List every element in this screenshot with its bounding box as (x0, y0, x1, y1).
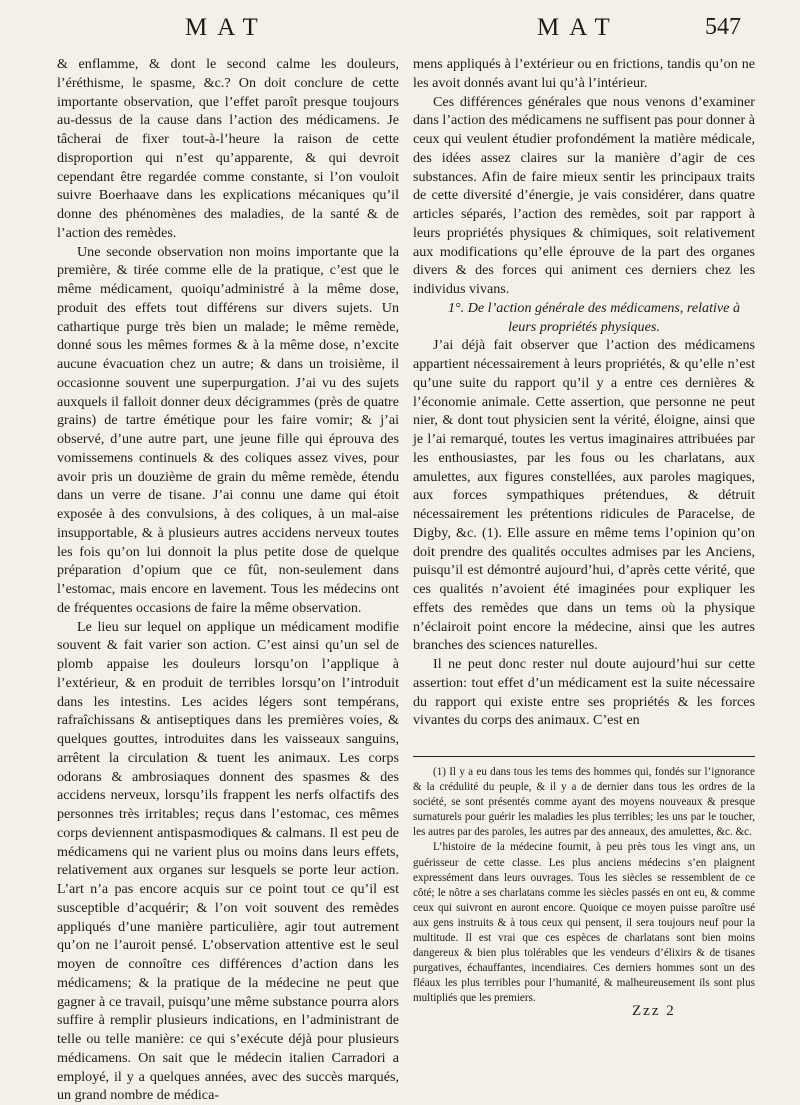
footnote-rule (413, 756, 755, 757)
footnote: (1) Il y a eu dans tous les tems des hommes qui, fondés sur l’ignorance & la crédulité du peuple, & il y a de dernier dans tous les ordres de la société, se sont présentés comme ayant des moyens nouveaux & presque surnaturels pour guérir les maladies les plus terribles; les uns par le toucher, les autres par des paroles, les autres par des anneaux, des amulettes, &c. &c. (413, 765, 755, 840)
running-head-right: MAT (537, 14, 620, 42)
paragraph: Le lieu sur lequel on applique un médicament modifie souvent & fait varier son action. C’est ainsi qu’un sel de plomb appaise les douleurs lorsqu’on l’applique à l’extérieur, & en produit de terribles lorsqu’on l’introduit dans les intestins. Les acides légers sont tempérans, rafraîchissans & antiseptiques dans les premières voies, & quelques gouttes, introduites dans les vaisseaux sanguins, arrêtent la circulation & tuent les animaux. Les corps odorans & ambrosiaques donnent des spasmes & des accidens nerveux, lorsqu’ils frappent les nerfs olfactifs des personnes très irritables; reçus dans l’estomac, ces mêmes corps deviennent antispasmodiques & calmans. Il est peu de médicamens qui ne varient plus ou moins dans leurs effets, relativement aux organes sur lesquels se porte leur action. L’art n’a pas encore acquis sur ce point tout ce qu’il est susceptible d’acquérir; & l’on voit souvent des remèdes appliqués d’une manière particulière, agir tout autrement qu’on ne l’auroit pensé. L’observation attentive est le seul moyen de connoître ces différences d’action dans les médicamens; & la pratique de la médecine ne peut que gagner à ce travail, puisqu’une même substance pourra alors suffire à remplir plusieurs indications, en l’administrant de telle ou telle manière: ce qui s’exécute déjà pour plusieurs médicamens. On sait que le médecin italien Carradori a employé, il y a quelques années, avec des succès marqués, un grand nombre de médica- (57, 618, 399, 1105)
page-number: 547 (705, 14, 741, 41)
right-column (413, 55, 755, 1007)
paragraph: & enflamme, & dont le second calme les douleurs, l’éréthisme, le spasme, &c.? On doit conclure de cette importante observation, que l’effet paroît presque toujours au-dessus de la cause dans l’action des médicamens. Je tâcherai de fixer tout-à-l’heure la raison de cette disproportion qui n’est qu’apparente, & qui devroit cependant être regardée comme constante, si l’on vouloit suivre Boerhaave dans les explications mécaniques qu’il donne des phénomènes des maladies, de la santé & de l’action des remèdes. (57, 55, 399, 243)
paragraph: Une seconde observation non moins importante que la première, & tirée comme elle de la pratique, c’est que le même médicament, quoiqu’administré à la même dose, produit des effets tout différens sur divers sujets. Un cathartique purge très bien un malade; le même remède, donné sous les mêmes formes & à la même dose, n’excite aucune évacuation chez un autre; & dans un troisième, il occasionne souvent une superpurgation. J’ai vu des sujets auxquels il falloit donner deux décigrammes (près de quatre grains) de tartre émétique pour les faire vomir; & j’ai observé, d’une autre part, une jeune fille qui éprouva des vomissemens continuels & des coliques assez vives, pour avoir pris un douzième de grain du même remède, étendu dans un verre de tisane. J’ai connu une dame qui étoit exposée à des convulsions, à des coliques, à un mal-aise insupportable, & à plusieurs autres accidens nerveux toutes les fois qu’on lui donnoit la plus petite dose de quelque préparation d’opium que ce fût, non-seulement dans l’estomac, mais encore en lavement. Tous les médecins ont de fréquentes occasions de faire la même observation. (57, 243, 399, 618)
footnote: L’histoire de la médecine fournit, à peu près tous les vingt ans, un guérisseur de cette classe. Les plus anciens médecins s’en plaignent expressément dans leurs ouvrages. Tous les siècles se ressemblent de ce côté; le nôtre a ses charlatans comme les siècles passés en ont eu, & comme ceux qui suivront en auront encore. Quoique ce moyen puisse paroître usé aux gens instruits & à tous ceux qui pensent, il sera toujours neuf pour la multitude. Il est vrai que ces espèces de charlatans sont bien moins dangereux & bien plus tolérables que les vendeurs d’élixirs & de tisanes purgatives, échauffantes, incendiaires. Ces derniers hommes sont un des fléaux les plus terribles pour l’humanité, & malheureusement ils sont plus multipliés que les premiers. (413, 840, 755, 1006)
paragraph: mens appliqués à l’extérieur ou en frictions, tandis qu’on ne les avoit donnés avant lui qu’à l’intérieur. (413, 55, 755, 93)
paragraph: J’ai déjà fait observer que l’action des médicamens appartient nécessairement à leurs propriétés, & qu’elle n’est qu’une suite du rapport qu’il y a entre ces dernières & l’économie animale. Cette assertion, que personne ne peut nier, & dont tout physicien sent la vérité, éloigne, ainsi que je l’ai remarqué, toutes les vertus imaginaires attribuées par les enthousiastes, par les fous ou les charlatans, aux amulettes, aux figures constellées, aux paroles magiques, aux forces sympathiques prétendues, & détruit nécessairement les prétentions ridicules de Paracelse, de Digby, &c. (1). Elle assure en même tems l’opinion qu’on doit prendre des qualités occultes admises par les Anciens, puisqu’il est démontré aujourd’hui, d’après cette vérité, que ces qualités n’avoient été imaginées pour expliquer les effets des remèdes que dans un tems où la physique n’éclairoit point encore la médecine, ainsi que les autres branches des sciences naturelles. (413, 336, 755, 655)
signature-mark: Zzz 2 (632, 1003, 676, 1020)
section-heading: 1°. De l’action générale des médicamens, relative à leurs propriétés physiques. (413, 299, 755, 337)
paragraph: Il ne peut donc rester nul doute aujourd’hui sur cette assertion: tout effet d’un médicament est la suite nécessaire du rapport qui existe entre ses propriétés & les forces vivantes du corps des animaux. C’est en (413, 655, 755, 730)
paragraph: Ces différences générales que nous venons d’examiner dans l’action des médicamens ne suffisent pas pour donner à ceux qui veulent étudier profondément la matière médicale, des idées assez claires sur la manière d’agir de ces substances. Afin de faire mieux sentir les principaux traits de cette diversité d’énergie, je vais considérer, dans quatre articles séparés, l’action des remèdes, soit par rapport à leurs propriétés physiques & chimiques, soit relativement aux modifications qu’elle éprouve de la part des organes divers & des forces qui animent ces derniers chez les individus vivans. (413, 93, 755, 299)
left-column (57, 55, 399, 1105)
running-head-left: MAT (185, 14, 268, 42)
